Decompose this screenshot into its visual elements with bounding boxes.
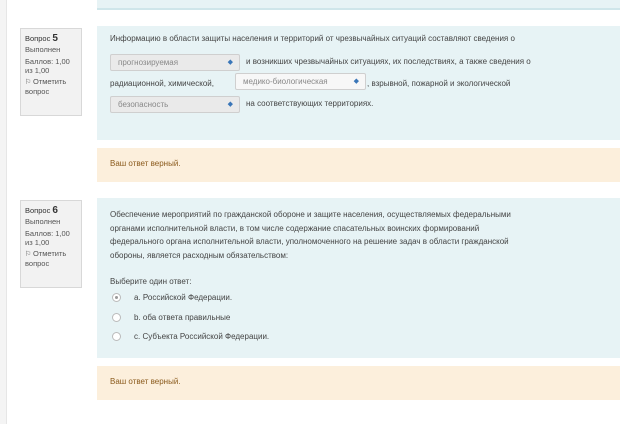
question-5-info <box>20 28 82 116</box>
answer-prompt: Выберите один ответ: <box>110 277 192 286</box>
feedback-text: Ваш ответ верный. <box>110 377 181 386</box>
flag-icon: ⚐ <box>25 251 32 258</box>
question-5-feedback <box>97 148 620 182</box>
question-grade: Баллов: 1,00 <box>25 229 70 238</box>
select-caret-icon: ◆ <box>227 59 233 66</box>
select-caret-icon: ◆ <box>227 101 233 108</box>
q6-question-text <box>110 208 590 262</box>
question-6-feedback <box>97 366 620 400</box>
q5-text-2: и возникших чрезвычайных ситуациях, их последствиях, а также сведения о <box>246 57 531 66</box>
q5-select-2[interactable] <box>235 73 366 90</box>
flag-icon: ⚐ <box>25 79 32 86</box>
question-6-content <box>97 198 620 358</box>
question-grade: Баллов: 1,00 <box>25 57 70 66</box>
q5-line-4 <box>110 96 610 116</box>
q5-text-4: , взрывной, пожарной и экологической <box>367 79 511 88</box>
question-label: Вопрос <box>25 34 51 43</box>
radio-button[interactable] <box>112 293 121 302</box>
q5-select-1[interactable] <box>110 54 240 71</box>
select-caret-icon: ◆ <box>353 78 359 85</box>
q5-select-2-value: медико-биологическая <box>243 77 328 86</box>
previous-question-content-edge <box>97 0 620 10</box>
question-5-content <box>97 26 620 140</box>
flag-question-link[interactable] <box>25 249 81 268</box>
q5-text-1: Информацию в области защиты населения и территорий от чрезвычайных ситуаций составляют сведения о <box>110 34 515 43</box>
option-label: a. Российской Федерации. <box>134 293 233 302</box>
q5-select-1-value: прогнозируемая <box>118 58 179 67</box>
question-label: Вопрос <box>25 206 51 215</box>
q5-select-3[interactable] <box>110 96 240 113</box>
q6-text-line: Обеспечение мероприятий по гражданской обороне и защите населения, осуществляемых федеральными <box>110 210 511 219</box>
option-label: c. Субъекта Российской Федерации. <box>134 332 270 341</box>
page-left-edge <box>0 0 7 424</box>
flag-label-2: вопрос <box>25 259 50 268</box>
question-grade-max: из 1,00 <box>25 66 50 75</box>
question-number-value: 5 <box>52 33 58 44</box>
feedback-text: Ваш ответ верный. <box>110 159 181 168</box>
radio-button[interactable] <box>112 313 121 322</box>
option-label: b. оба ответа правильные <box>134 313 231 322</box>
q5-line-2 <box>110 54 610 74</box>
question-grade-max: из 1,00 <box>25 238 50 247</box>
q6-text-line: органами исполнительной власти, в том числе содержание спасательных воинских формирований <box>110 223 480 233</box>
q5-line-3 <box>110 76 610 96</box>
q5-text-5: на соответствующих территориях. <box>246 99 374 108</box>
q6-text-line: обороны, является расходным обязательством: <box>110 250 289 260</box>
q5-text-3: радиационной, химической, <box>110 79 214 88</box>
flag-question-link[interactable] <box>25 77 81 96</box>
question-6-info <box>20 200 82 288</box>
radio-button[interactable] <box>112 332 121 341</box>
flag-label: Отметить <box>33 249 67 258</box>
question-number <box>25 33 81 44</box>
question-status: Выполнен <box>25 45 61 54</box>
question-status: Выполнен <box>25 217 61 226</box>
q5-line-1 <box>110 34 515 54</box>
q5-select-3-value: безопасность <box>118 100 169 109</box>
question-number <box>25 205 81 216</box>
question-number-value: 6 <box>52 205 58 216</box>
q6-text-line: федерального органа исполнительной власти, уполномоченного на решение задач в области гражданской <box>110 237 509 246</box>
flag-label-2: вопрос <box>25 87 50 96</box>
flag-label: Отметить <box>33 77 67 86</box>
